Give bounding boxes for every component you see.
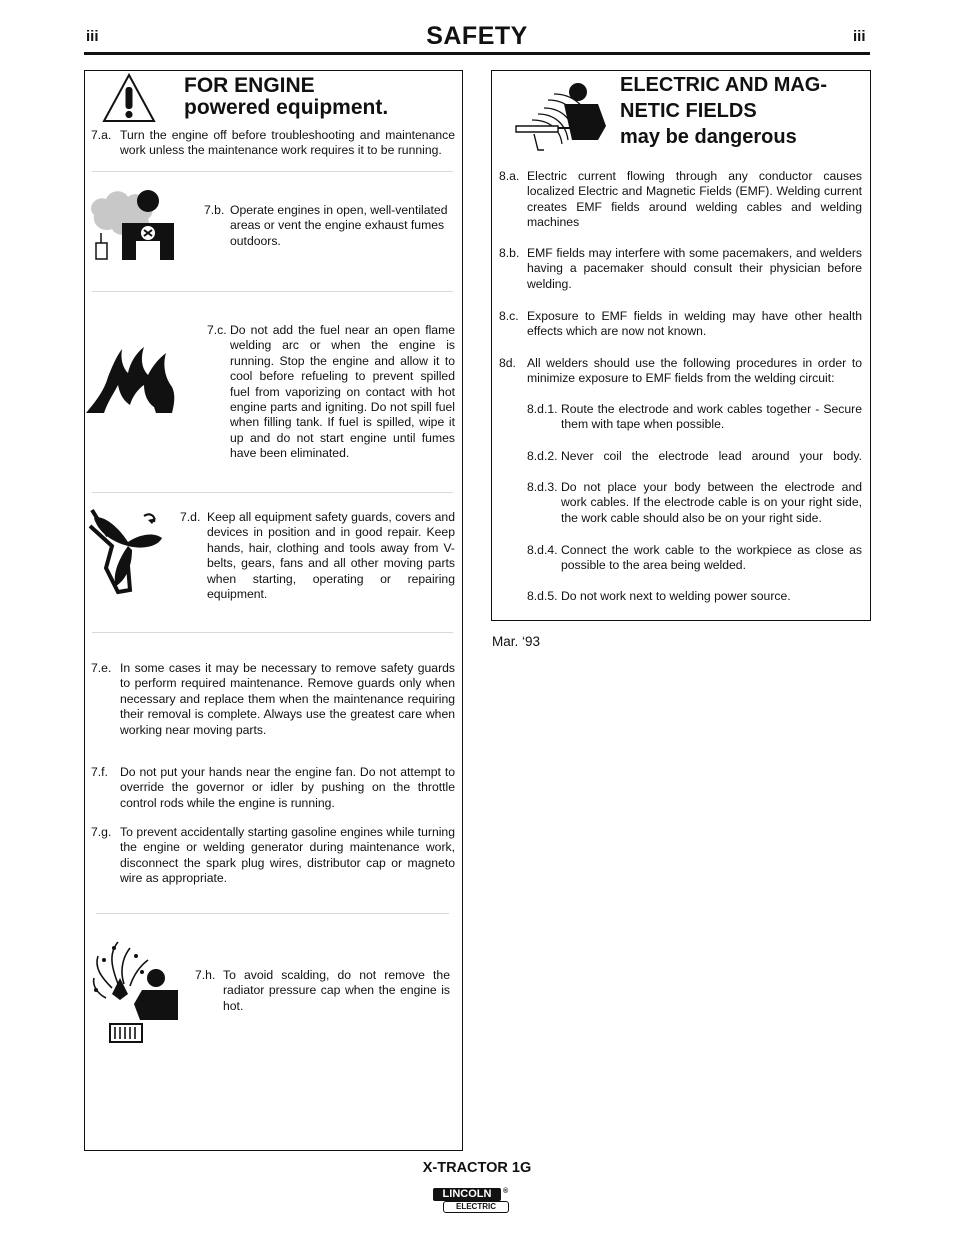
separator [92, 291, 453, 292]
item-7e-text: In some cases it may be necessary to remove safety guards to perform required maintenance. Remove guards only when necessary and replace them when the maintenance requiring their removal is complete. Always use the greatest care when working near moving parts. [120, 661, 455, 737]
item-7a-label: 7.a. [91, 128, 112, 142]
item-8b-label: 8.b. [499, 246, 520, 260]
item-7f-text: Do not put your hands near the engine fan. Do not attempt to override the governor or idler by pushing on the throttle control rods while the engine is running. [120, 765, 455, 810]
welder-emf-icon [514, 78, 610, 156]
page-number-left: iii [86, 28, 99, 45]
emf-heading-line1: ELECTRIC AND MAG- [620, 74, 828, 96]
item-8a-label: 8.a. [499, 169, 520, 183]
emf-heading-line3: may be dangerous [620, 126, 797, 148]
item-7g-text: To prevent accidentally starting gasoline engines while turning the engine or welding generator during maintenance work, disconnect the spark plug wires, distributor cap or magneto wire as appropriate. [120, 825, 455, 886]
separator [92, 171, 453, 172]
item-7h-text: To avoid scalding, do not remove the radiator pressure cap when the engine is hot. [223, 968, 450, 1013]
flame-icon [86, 343, 176, 415]
warning-triangle-icon [101, 72, 157, 124]
item-7b-label: 7.b. [204, 203, 225, 217]
item-7b-text: Operate engines in open, well-ventilated areas or vent the engine exhaust fumes outdoors. [230, 203, 448, 248]
emf-heading-line2: NETIC FIELDS [620, 100, 757, 122]
item-8d4-text: Connect the work cable to the workpiece as close as possible to the area being welded. [561, 543, 862, 573]
item-7d-text: Keep all equipment safety guards, covers and devices in position and in good repair. Keep hands, hair, clothing and tools away from V-belts, gears, fans and all other moving parts when starting, operating or repairing equipment. [207, 510, 455, 602]
item-8d2-text: Never coil the electrode lead around your body. [561, 449, 862, 463]
radiator-scalding-icon [90, 938, 182, 1046]
item-8d5-label: 8.d.5. [527, 589, 558, 603]
item-7g-label: 7.g. [91, 825, 112, 839]
separator [96, 913, 449, 914]
item-8d1-text: Route the electrode and work cables together - Secure them with tape when possible. [561, 402, 862, 432]
engine-heading-line2: powered equipment. [184, 96, 389, 119]
lincoln-electric-logo: LINCOLN ® ELECTRIC [433, 1188, 511, 1215]
item-8d5-text: Do not work next to welding power source. [561, 589, 791, 603]
page-title: SAFETY [426, 22, 528, 50]
item-8d-label: 8d. [499, 356, 516, 370]
item-7h-label: 7.h. [195, 968, 216, 982]
moving-parts-hand-icon [88, 506, 168, 596]
item-8d-text: All welders should use the following procedures in order to minimize exposure to EMF fields from the welding circuit: [527, 356, 862, 386]
date-note: Mar. ‘93 [492, 634, 541, 649]
item-7c-text: Do not add the fuel near an open flame welding arc or when the engine is running. Stop the engine and allow it to cool before refueling to prevent spilled fuel from vaporizing on contact with hot engine parts and igniting. Do not spill fuel when filling tank. If fuel is spilled, wipe it up and do not start engine until fumes have been eliminated. [230, 323, 455, 461]
item-7d-label: 7.d. [180, 510, 201, 524]
engine-heading-line1: FOR ENGINE [184, 74, 315, 97]
separator [92, 492, 453, 493]
item-8d3-text: Do not place your body between the electrode and work cables. If the electrode cable is on your right side, the work cable should also be on your right side. [561, 480, 862, 525]
item-8a-text: Electric current flowing through any conductor causes localized Electric and Magnetic Fields (EMF). Welding current creates EMF fields around welding cables and welding machines [527, 169, 862, 230]
header-rule [84, 52, 870, 55]
item-8c-text: Exposure to EMF fields in welding may have other health effects which are now not known. [527, 309, 862, 339]
item-7a-text: Turn the engine off before troubleshooting and maintenance work unless the maintenance work requires it to be running. [120, 128, 455, 158]
item-7f-label: 7.f. [91, 765, 108, 779]
item-7c-label: 7.c. [207, 323, 227, 337]
item-8d3-label: 8.d.3. [527, 480, 558, 494]
item-8b-text: EMF fields may interfere with some pacemakers, and welders having a pacemaker should consult their physician before welding. [527, 246, 862, 291]
separator [92, 632, 453, 633]
item-8d1-label: 8.d.1. [527, 402, 558, 416]
exhaust-fumes-icon [86, 185, 178, 265]
item-8d2-label: 8.d.2. [527, 449, 558, 463]
item-8d4-label: 8.d.4. [527, 543, 558, 557]
model-name: X-TRACTOR 1G [422, 1160, 532, 1176]
page-number-right: iii [853, 28, 866, 45]
item-8c-label: 8.c. [499, 309, 519, 323]
item-7e-label: 7.e. [91, 661, 112, 675]
